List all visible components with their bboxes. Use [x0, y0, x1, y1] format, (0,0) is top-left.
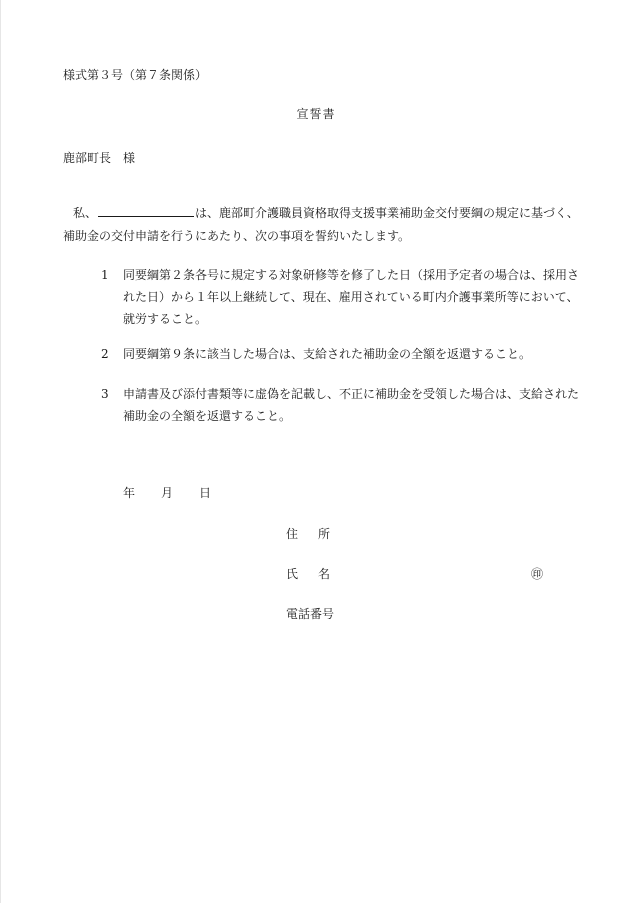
addressee-honorific: 様	[123, 151, 136, 165]
item-text: 申請書及び添付書類等に虚偽を記載し、不正に補助金を受領した場合は、支給された補助金の全額を返還すること。	[123, 387, 580, 423]
pledge-prefix: 私、	[73, 206, 98, 220]
pledge-statement-line1	[73, 205, 579, 221]
date-year-label: 年	[123, 486, 136, 500]
address-field	[286, 526, 350, 542]
item-number: 1	[101, 268, 109, 282]
phone-label: 電話番号	[286, 607, 335, 621]
pledge-line1-text: は、鹿部町介護職員資格取得支援事業補助金交付要綱の規定に基づく、	[195, 206, 579, 220]
name-blank-field[interactable]	[98, 205, 194, 217]
name-field	[286, 566, 350, 582]
address-label: 住所	[286, 527, 351, 541]
addressee	[63, 150, 135, 166]
pledge-statement-line2: 補助金の交付申請を行うにあたり、次の事項を誓約いたします。	[63, 229, 411, 243]
phone-field	[286, 606, 334, 622]
item-text: 同要綱第９条に該当した場合は、支給された補助金の全額を返還すること。	[123, 347, 532, 361]
date-row	[123, 485, 211, 501]
date-day-label: 日	[199, 486, 212, 500]
document-title: 宣誓書	[296, 107, 336, 121]
item-text: 同要綱第２条各号に規定する対象研修等を修了した日（採用予定者の場合は、採用された日）から１年以上継続して、現在、雇用されている町内介護事業所等において、就労すること。	[123, 268, 580, 326]
addressee-name: 鹿部町長	[63, 151, 112, 165]
item-number: 2	[101, 347, 109, 361]
name-label: 氏名	[286, 567, 351, 581]
seal-mark-icon: ㊞	[531, 567, 544, 581]
date-month-label: 月	[161, 486, 174, 500]
form-number-label: 様式第３号（第７条関係）	[63, 68, 208, 82]
item-number: 3	[101, 387, 109, 401]
